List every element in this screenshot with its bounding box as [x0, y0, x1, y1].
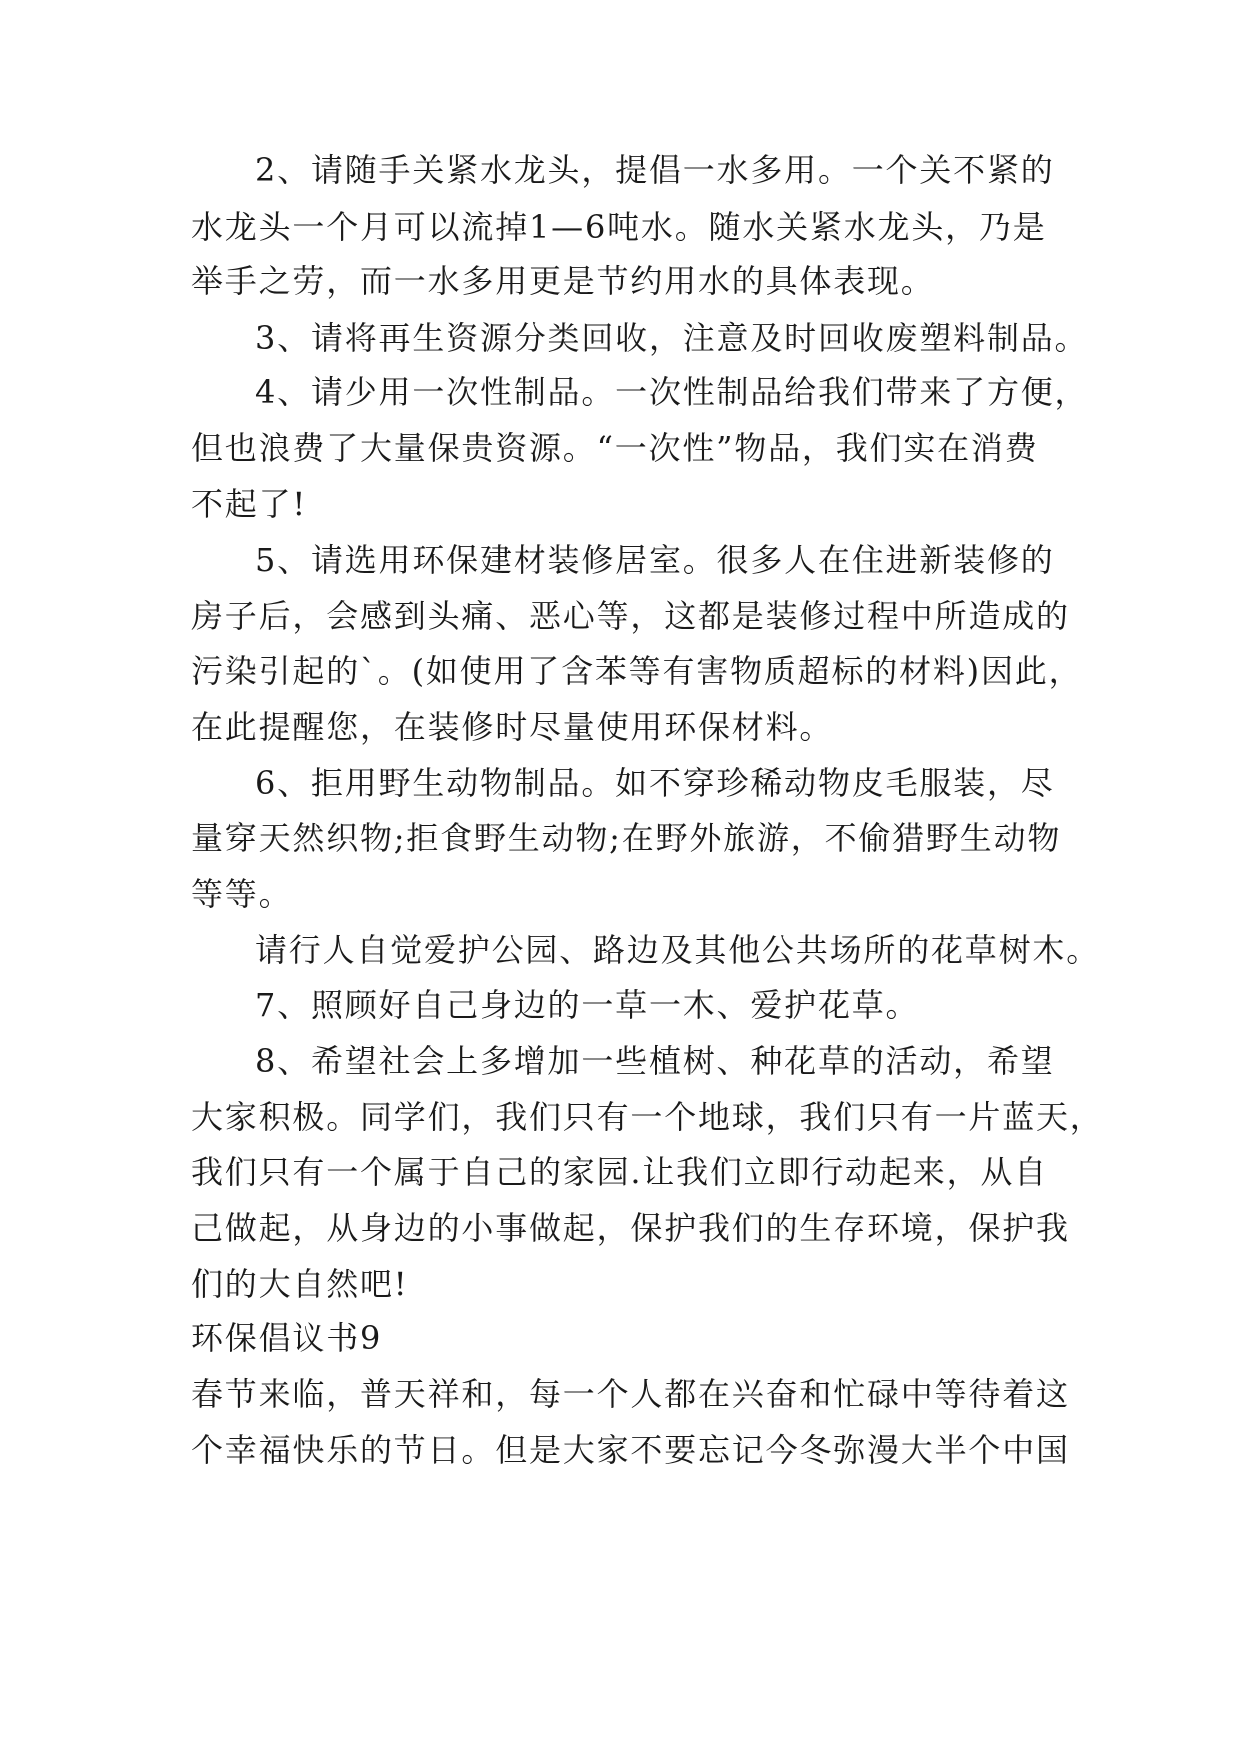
text-line-4: 3、请将再生资源分类回收，注意及时回收废塑料制品。 — [255, 319, 1089, 357]
text-line-19: 我们只有一个属于自己的家园.让我们立即行动起来，从自 — [191, 1153, 1048, 1191]
text-line-12: 6、拒用野生动物制品。如不穿珍稀动物皮毛服装，尽 — [255, 764, 1055, 802]
text-line-1: 2、请随手关紧水龙头，提倡一水多用。一个关不紧的 — [255, 151, 1055, 189]
text-line-2: 水龙头一个月可以流掉1—6吨水。随水关紧水龙头，乃是 — [191, 208, 1047, 246]
text-line-3: 举手之劳，而一水多用更是节约用水的具体表现。 — [191, 262, 935, 300]
text-line-15: 请行人自觉爱护公园、路边及其他公共场所的花草树木。 — [255, 931, 1101, 969]
text-line-10: 污染引起的`。(如使用了含苯等有害物质超标的材料)因此， — [191, 652, 1083, 690]
text-line-7: 不起了! — [191, 485, 308, 523]
text-line-24: 个幸福快乐的节日。但是大家不要忘记今冬弥漫大半个中国 — [191, 1431, 1070, 1469]
text-line-20: 己做起，从身边的小事做起，保护我们的生存环境，保护我 — [191, 1209, 1070, 1247]
text-line-5: 4、请少用一次性制品。一次性制品给我们带来了方便， — [255, 373, 1089, 411]
text-line-21: 们的大自然吧! — [191, 1265, 409, 1303]
text-line-14: 等等。 — [191, 875, 293, 913]
text-line-18: 大家积极。同学们，我们只有一个地球，我们只有一片蓝天， — [191, 1098, 1104, 1136]
text-line-13: 量穿天然织物;拒食野生动物;在野外旅游，不偷猎野生动物 — [191, 819, 1062, 857]
text-line-11: 在此提醒您，在装修时尽量使用环保材料。 — [191, 708, 834, 746]
text-line-8: 5、请选用环保建材装修居室。很多人在住进新装修的 — [255, 541, 1055, 579]
text-line-16: 7、照顾好自己身边的一草一木、爱护花草。 — [255, 986, 920, 1024]
text-line-6: 但也浪费了大量保贵资源。“一次性”物品，我们实在消费 — [191, 429, 1039, 467]
section-heading: 环保倡议书9 — [191, 1319, 383, 1357]
text-line-23: 春节来临，普天祥和，每一个人都在兴奋和忙碌中等待着这 — [191, 1375, 1070, 1413]
text-line-17: 8、希望社会上多增加一些植树、种花草的活动，希望 — [255, 1042, 1055, 1080]
text-line-9: 房子后，会感到头痛、恶心等，这都是装修过程中所造成的 — [191, 597, 1070, 635]
